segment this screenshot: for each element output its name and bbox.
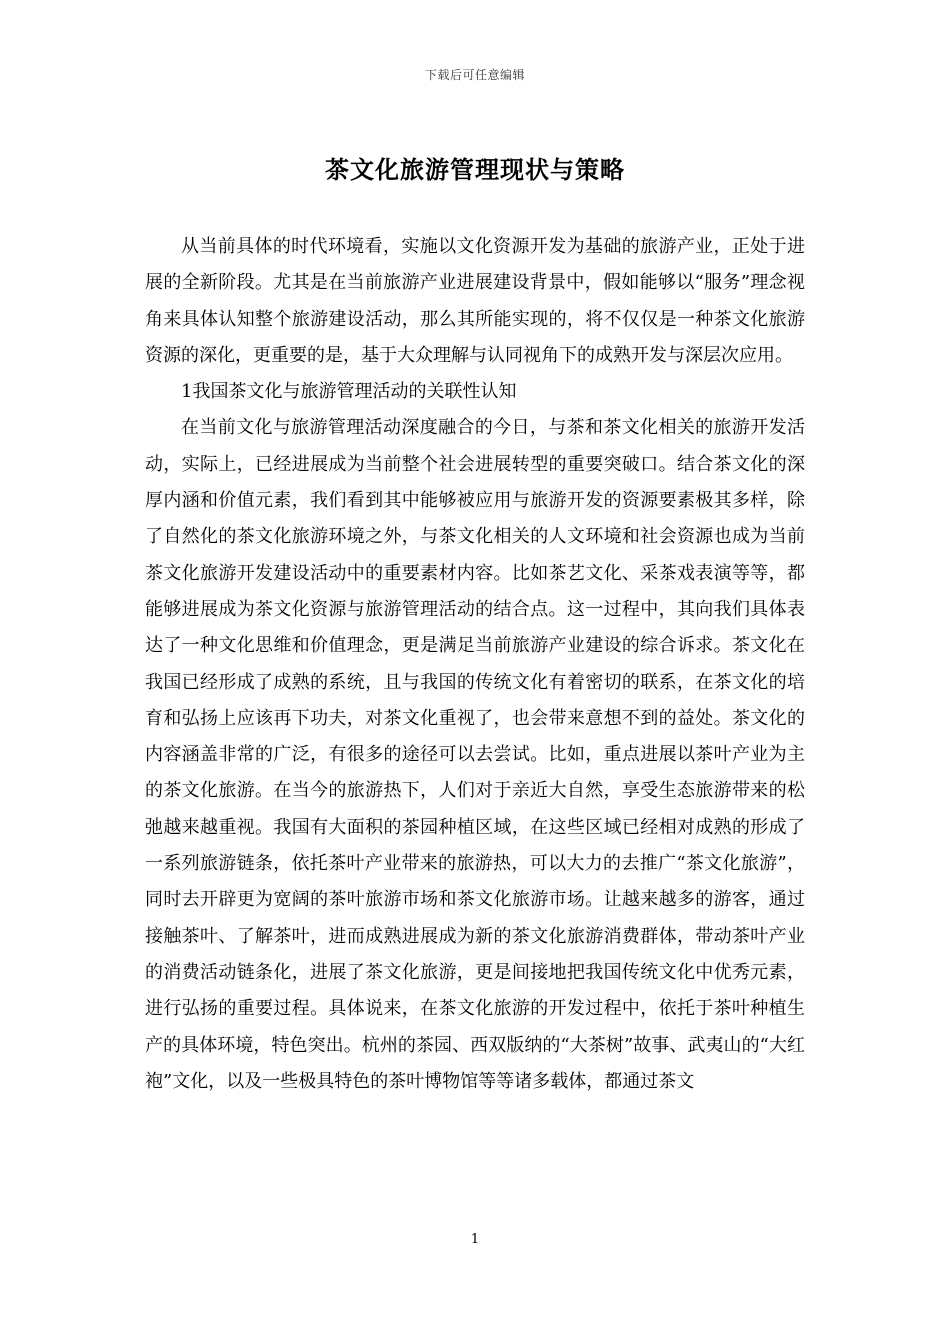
intro-paragraph: 从当前具体的时代环境看，实施以文化资源开发为基础的旅游产业，正处于进展的全新阶段。尤其是在当前旅游产业进展建设背景中，假如能够以“服务”理念视角来具体认知整个旅游建设活动，那么其所能实现的，将不仅仅是一种茶文化旅游资源的深化，更重要的是，基于大众理解与认同视角下的成熟开发与深层次应用。 — [145, 236, 805, 366]
document-title: 茶文化旅游管理现状与策略 — [325, 155, 625, 184]
section-heading: 1我国茶文化与旅游管理活动的关联性认知 — [181, 381, 517, 403]
body-paragraph: 在当前文化与旅游管理活动深度融合的今日，与茶和茶文化相关的旅游开发活动，实际上，已经进展成为当前整个社会进展转型的重要突破口。结合茶文化的深厚内涵和价值元素，我们看到其中能够被应用与旅游开发的资源要素极其多样，除了自然化的茶文化旅游环境之外，与茶文化相关的人文环境和社会资源也成为当前茶文化旅游开发建设活动中的重要素材内容。比如茶艺文化、采茶戏表演等等，都能够进展成为茶文化资源与旅游管理活动的结合点。这一过程中，其向我们具体表达了一种文化思维和价值理念，更是满足当前旅游产业建设的综合诉求。茶文化在我国已经形成了成熟的系统，且与我国的传统文化有着密切的联系，在茶文化的培育和弘扬上应该再下功夫，对茶文化重视了，也会带来意想不到的益处。茶文化的内容涵盖非常的广泛，有很多的途径可以去尝试。比如，重点进展以茶叶产业为主的茶文化旅游。在当今的旅游热下，人们对于亲近大自然，享受生态旅游带来的松弛越来越重视。我国有大面积的茶园种植区域，在这些区域已经相对成熟的形成了一系列旅游链条，依托茶叶产业带来的旅游热，可以大力的去推广“茶文化旅游”，同时去开辟更为宽阔的茶叶旅游市场和茶文化旅游市场。让越来越多的游客，通过接触茶叶、了解茶叶，进而成熟进展成为新的茶文化旅游消费群体，带动茶叶产业的消费活动链条化，进展了茶文化旅游，更是间接地把我国传统文化中优秀元素，进行弘扬的重要过程。具体说来，在茶文化旅游的开发过程中，依托于茶叶种植生产的具体环境，特色突出。杭州的茶园、西双版纳的“大茶树”故事、武夷山的“大红袍”文化，以及一些极具特色的茶叶博物馆等等诸多载体，都通过茶文 — [145, 417, 805, 1092]
page-number: 1 — [470, 1232, 480, 1247]
document-body — [145, 229, 805, 1100]
header-note: 下载后可任意编辑 — [424, 68, 525, 82]
